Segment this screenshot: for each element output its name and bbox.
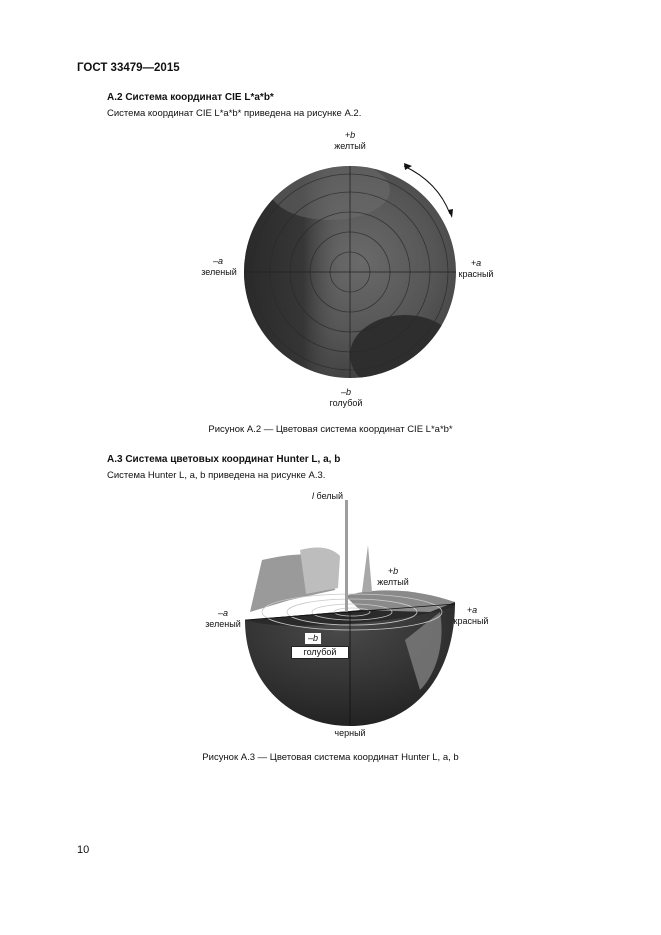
section-a2-heading: А.2 Система координат CIE L*a*b* bbox=[107, 92, 274, 103]
yellow-label: желтый bbox=[334, 141, 366, 151]
document-header: ГОСТ 33479—2015 bbox=[77, 62, 180, 74]
axis-minus-a-label-a3: –a bbox=[217, 608, 228, 618]
hunter-hemisphere bbox=[245, 500, 455, 726]
axis-minus-a-label: –a bbox=[212, 256, 223, 266]
red-label: красный bbox=[458, 269, 494, 279]
lightness-axis-label: l белый bbox=[312, 491, 344, 501]
blue-label-a3: голубой bbox=[291, 646, 349, 659]
axis-minus-b-label: –b bbox=[340, 387, 351, 397]
section-a2-text: Система координат CIE L*a*b* приведена на рисунке А.2. bbox=[107, 108, 362, 119]
axis-plus-b-label-a3: +b bbox=[387, 566, 399, 576]
black-label: черный bbox=[334, 728, 366, 738]
axis-plus-b-label: +b bbox=[344, 130, 356, 140]
axis-plus-a-label-a3: +a bbox=[466, 605, 478, 615]
axis-plus-a-label: +a bbox=[470, 258, 482, 268]
green-label: зеленый bbox=[201, 267, 237, 277]
section-a3-heading: А.3 Система цветовых координат Hunter L, a, b bbox=[107, 454, 341, 465]
figure-a2-caption: Рисунок А.2 — Цветовая система координат CIE L*a*b* bbox=[208, 424, 453, 435]
cielab-disc bbox=[244, 160, 460, 395]
figure-a3-caption: Рисунок А.3 — Цветовая система координат Hunter L, a, b bbox=[202, 752, 459, 763]
axis-minus-b-label-a3: –b bbox=[305, 633, 321, 644]
yellow-label-a3: желтый bbox=[377, 577, 409, 587]
page-number: 10 bbox=[77, 844, 90, 856]
green-label-a3: зеленый bbox=[205, 619, 241, 629]
section-a3-text: Система Hunter L, a, b приведена на рисунке А.3. bbox=[107, 470, 326, 481]
red-label-a3: красный bbox=[453, 616, 489, 626]
blue-label: голубой bbox=[329, 398, 363, 408]
